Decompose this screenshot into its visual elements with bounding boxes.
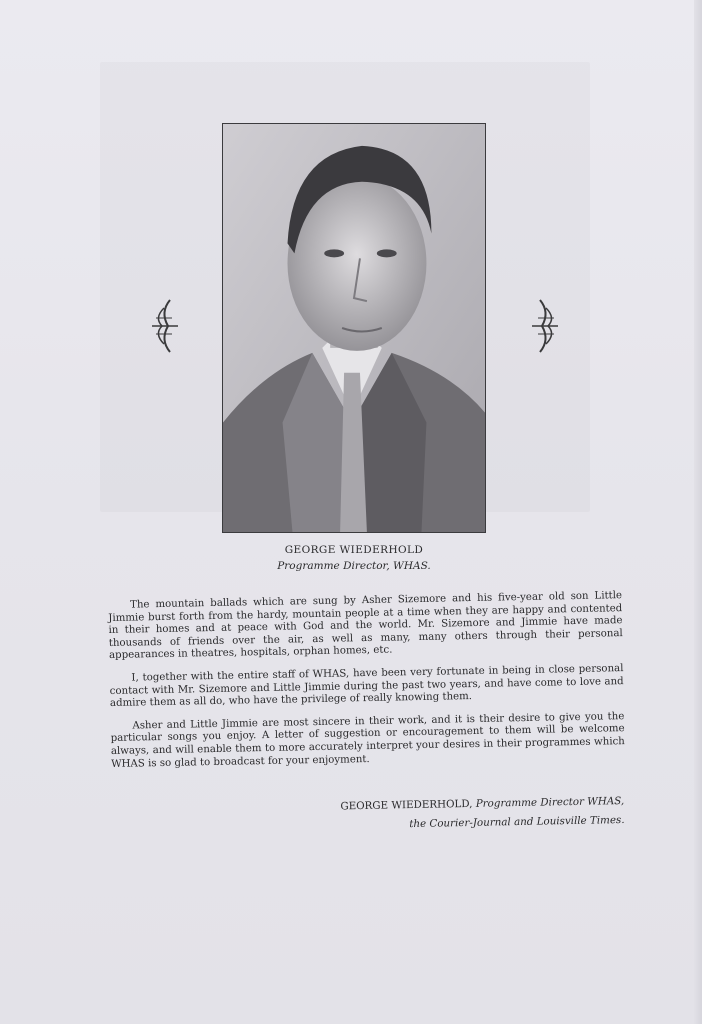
signature-affiliation: the Courier-Journal and Louisville Times. bbox=[409, 813, 625, 831]
signature-block bbox=[300, 792, 625, 836]
paragraph-2: I, together with the entire staff of WHAS, have been very fortunate in being in close personal contact with Mr. Sizemore and Little Jimmie during the past two years, and have come to love and admire them as all do, who have the privilege of really knowing them. bbox=[109, 663, 624, 710]
body-text bbox=[108, 590, 625, 781]
right-ornament-icon bbox=[530, 298, 560, 354]
left-ornament-icon bbox=[150, 298, 180, 354]
paragraph-1: The mountain ballads which are sung by Asher Sizemore and his five-year old son Little Jimmie burst forth from the hardy, mountain people at a time when they are happy and contented in their homes and at peace with God and the world. Mr. Sizemore and Jimmie have made thousands of friends over the air, as well as many, many others through their personal appearances in theatres, hospitals, orphan homes, etc. bbox=[108, 590, 623, 662]
signature-name: GEORGE WIEDERHOLD, bbox=[340, 797, 473, 813]
signature-role: Programme Director WHAS, bbox=[475, 794, 625, 810]
paragraph-3: Asher and Little Jimmie are most sincere in their work, and it is their desire to give you the particular songs you enjoy. A letter of suggestion or encouragement to them will be welcome always, and will enable them to more accurately interpret your desires in their programmes which WHAS is so glad to broadcast for your enjoyment. bbox=[110, 710, 625, 770]
portrait-image bbox=[223, 124, 485, 532]
caption-title: Programme Director, WHAS. bbox=[277, 560, 431, 572]
caption-name: GEORGE WIEDERHOLD bbox=[284, 544, 424, 556]
portrait-photo bbox=[222, 123, 486, 533]
page-edge bbox=[694, 0, 702, 1024]
